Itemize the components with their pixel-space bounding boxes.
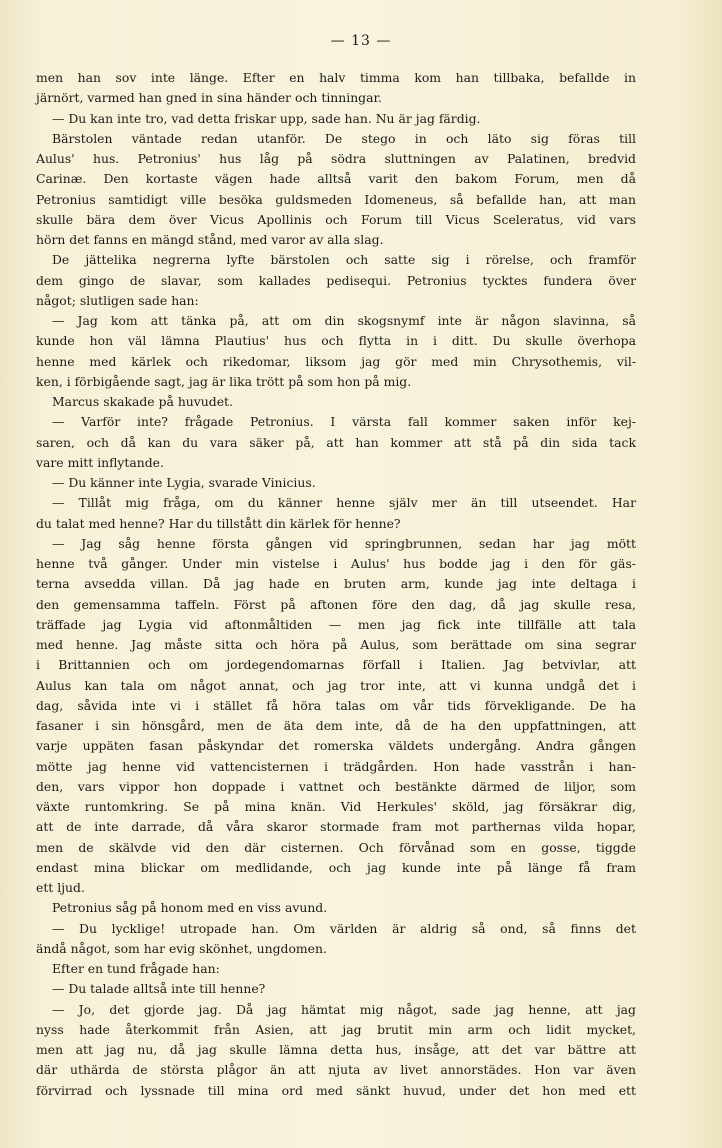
text-line: De jättelika negrerna lyfte bärstolen och satte sig i rörelse, och framför [52,252,636,268]
text-line: ändå något, som har evig skönhet, ungdomen. [36,940,327,956]
text-line: fasaner i sin hönsgård, men de äta dem inte, då de ha den uppfattningen, att [36,718,636,733]
text-line: den, vars vippor hon doppade i vattnet och bestänkte därmed de liljor, som [36,778,636,794]
text-line: nyss hade återkommit från Asien, att jag brutit min arm och lidit mycket, [36,1021,636,1037]
text-line: Aulus kan tala om något annat, och jag tror inte, att vi kunna undgå det i [36,677,636,693]
text-line: hörn det fanns en mängd stånd, med varor av alla slag. [36,232,384,247]
text-line: Petronius samtidigt ville besöka guldsmeden Idomeneus, så befallde han, att man [36,191,636,207]
text-line: dem gingo de slavar, som kallades pedisequi. Petronius tycktes fundera över [36,272,636,288]
text-line: — Jag såg henne första gången vid springbrunnen, sedan har jag mött [52,535,636,551]
text-line: växte runtomkring. Se på mina knän. Vid Herkules' sköld, jag försäkrar dig, [36,799,636,814]
text-line: — Jag kom att tänka på, att om din skogsnymf inte är någon slavinna, så [52,313,636,328]
page-number: — 13 — [330,33,392,49]
text-line: — Du känner inte Lygia, svarade Vinicius. [52,475,316,490]
text-line: henne med kärlek och rikedomar, liksom jag gör med min Chrysothemis, vil- [36,353,636,369]
text-line: endast mina blickar om medlidande, och jag kunde inte på länge få fram [36,859,636,875]
text-line: — Du kan inte tro, vad detta friskar upp, sade han. Nu är jag färdig. [52,110,481,126]
text-line: järnört, varmed han gned in sina händer och tinningar. [36,90,382,106]
text-line: Efter en tund frågade han: [52,961,220,976]
text-line: skulle bära dem över Vicus Apollinis och Forum till Vicus Sceleratus, vid vars [36,211,636,227]
text-line: Petronius såg på honom med en viss avund. [52,900,328,916]
text-line: Marcus skakade på huvudet. [52,394,233,409]
text-line: dag, såvida inte vi i stället få höra talas om vår tids förvekligande. De ha [36,697,636,713]
text-line: mötte jag henne vid vattencisternen i trädgården. Hon hade vasstrån i han- [36,758,636,774]
text-line: vare mitt inflytande. [36,454,164,470]
text-line: förvirrad och lyssnade till mina ord med sänkt huvud, under det hon med ett [36,1082,636,1098]
text-line: Carinæ. Den kortaste vägen hade alltså varit den bakom Forum, men då [36,171,636,187]
text-line: den gemensamma taffeln. Först på aftonen före den dag, då jag skulle resa, [36,596,636,612]
text-line: Aulus' hus. Petronius' hus låg på södra sluttningen av Palatinen, bredvid [36,151,636,166]
text-line: med henne. Jag måste sitta och höra på Aulus, som berättade om sina segrar [36,637,636,652]
text-line: — Du lycklige! utropade han. Om världen är aldrig så ond, så finns det [52,920,636,936]
text-line: — Jo, det gjorde jag. Då jag hämtat mig något, sade jag henne, att jag [52,1001,636,1017]
text-line: — Du talade alltså inte till henne? [52,981,266,997]
text-line: terna avsedda villan. Då jag hade en bruten arm, kunde jag inte deltaga i [36,576,636,592]
text-line: men han sov inte länge. Efter en halv timma kom han tillbaka, befallde in [36,70,636,85]
text-line: att de inte darrade, då våra skaror stormade fram mot parthernas vilda hopar, [36,819,636,835]
text-line: träffade jag Lygia vid aftonmåltiden — men jag fick inte tillfälle att tala [36,616,636,632]
text-line: men att jag nu, då jag skulle lämna detta hus, insåge, att det var bättre att [36,1042,636,1057]
text-line: ett ljud. [36,880,85,895]
text-line: Bärstolen väntade redan utanför. De stego in och läto sig föras till [52,130,636,146]
text-line: — Varför inte? frågade Petronius. I värsta fall kommer saken inför kej- [52,414,636,430]
text-line: kunde hon väl lämna Plautius' hus och flytta in i ditt. Du skulle överhopa [36,333,636,349]
text-line: i Brittannien och om jordegendomarnas förfall i Italien. Jag betvivlar, att [36,657,636,673]
text-line: där uthärda de största plågor än att njuta av livet annorstädes. Hon var även [36,1062,636,1078]
text-line: saren, och då kan du vara säker på, att han kommer att stå på din sida tack [36,434,636,450]
text-line: du talat med henne? Har du tillstått din kärlek för henne? [36,515,401,531]
text-line: varje uppäten fasan påskyndar det romerska väldets undergång. Andra gången [36,738,636,754]
text-line: men de skälvde vid den där cisternen. Och förvånad som en gosse, tiggde [36,839,636,855]
body-text [36,68,636,1101]
text-line: något; slutligen sade han: [36,292,199,308]
text-line: ken, i förbigående sagt, jag är lika trött på som hon på mig. [36,373,412,389]
text-line: henne två gånger. Under min vistelse i Aulus' hus bodde jag i den för gäs- [36,556,636,571]
text-line: — Tillåt mig fråga, om du känner henne själv mer än till utseendet. Har [52,495,636,511]
